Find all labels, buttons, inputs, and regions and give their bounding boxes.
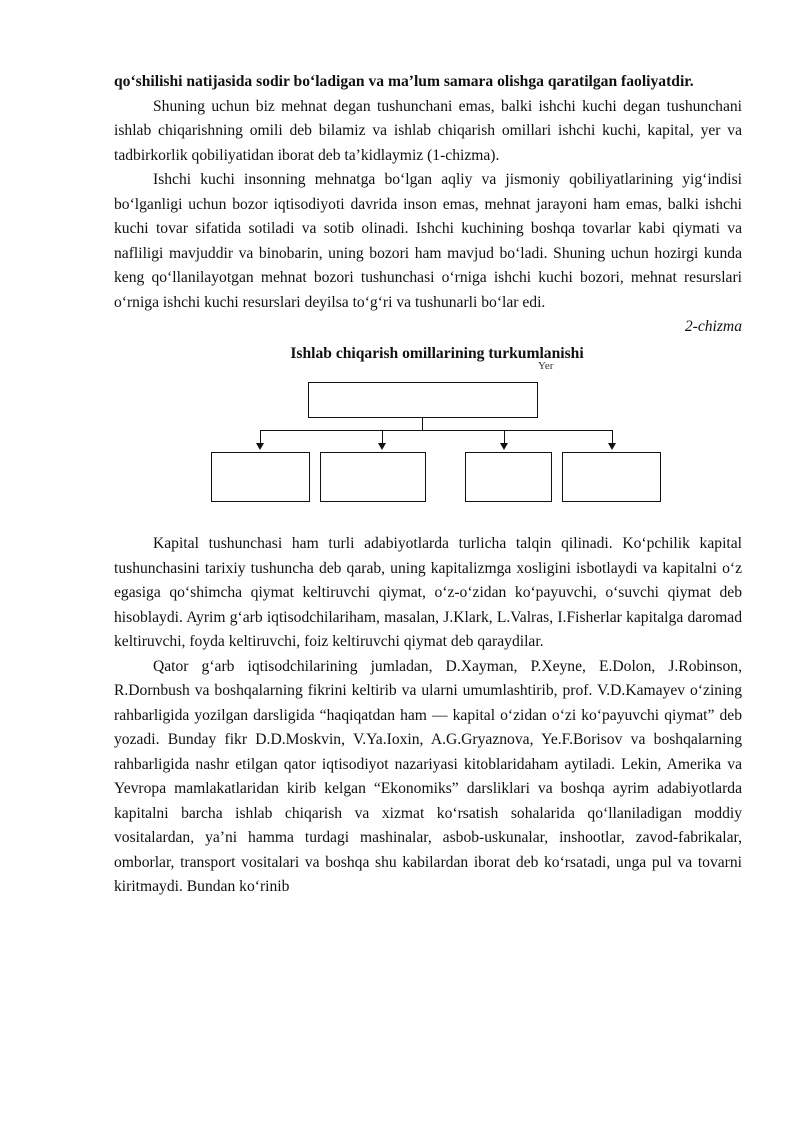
diagram-arrow-4 [608, 443, 616, 450]
figure-title: Ishlab chiqarish omillarining turkumlanishi [290, 344, 584, 362]
diagram-box-3 [465, 452, 552, 502]
diagram-box-1 [211, 452, 310, 502]
paragraph-western-economists: Qator g‘arb iqtisodchilarining jumladan, D.Xayman, P.Xeyne, E.Dolon, J.Robinson, R.Dornbush va boshqalarning fikrini keltirib va ularni umumlashtirib, prof. V.D.Kamayev o‘zining rahbarligida yozilgan darsligida “haqiqatdan ham — kapital o‘zidan o‘zi ko‘payuvchi qiymat” deb yozadi. Bunday fikr D.D.Moskvin, V.Ya.Ioxin, A.G.Gryaznova, Ye.F.Borisov va boshqalarning rahbarligida nashr etilgan qator iqtisodiyot nazariyasi kitoblaridaham aytiladi. Lekin, Amerika va Yevropa mamlakatlaridan kirib kelgan “Ekonomiks” darsliklari va boshqa ayrim adabiyotlarda kapitalni barcha ishlab chiqarish va xizmat ko‘rsatish sohalarida qo‘llaniladigan moddiy vositalardan, ya’ni hamma turdagi mashinalar, asbob-uskunalar, inshootlar, zavod-fabrikalar, omborlar, transport vositalari va boshqa shu kabilardan iborat deb ko‘rsatadi, unga pul va tovarni kiritmaydi. Bundan ko‘rinib [114, 657, 742, 895]
diagram-branch-line [260, 430, 612, 431]
intro-paragraph: qo‘shilishi natijasida sodir bo‘ladigan va ma’lum samara olishga qaratilgan faoliyatdir. [114, 73, 694, 90]
diagram-box-2 [320, 452, 426, 502]
diagram-arrow-2 [378, 443, 386, 450]
diagram-connector-4 [612, 430, 613, 444]
diagram-root-box [308, 382, 538, 418]
document-page [114, 70, 742, 900]
paragraph-factors: Shuning uchun biz mehnat degan tushunchani emas, balki ishchi kuchi degan tushunchani ishlab chiqarishning omili deb bilamiz va ishlab chiqarish omillari ishchi kuchi, kapital, yer va tadbirkorlik qobiliyatidan iborat deb ta’kidlaymiz (1-chizma). [114, 97, 742, 164]
diagram-connector-3 [504, 430, 505, 444]
diagram-arrow-3 [500, 443, 508, 450]
figure-label: 2-chizma [684, 318, 742, 335]
diagram-arrow-1 [256, 443, 264, 450]
paragraph-labor-force: Ishchi kuchi insonning mehnatga bo‘lgan aqliy va jismoniy qobiliyatlarining yig‘indisi bo‘lganligi uchun bozor iqtisodiyoti davrida inson emas, mehnat jarayoni ham emas, balki ishchi kuchi tovar sifatida sotiladi va sotib olinadi. Ishchi kuchining boshqa tovarlar kabi qiymati va nafliligi mavjuddir va binobarin, uning bozori ham mavjud bo‘ladi. Shuning uchun hozirgi kunda keng qo‘llanilayotgan mehnat bozori tushunchasi o‘rniga ishchi kuchi bozori, mehnat resurslari o‘rniga ishchi kuchi resurslari deyilsa to‘g‘ri va tushunarli bo‘lar edi. [114, 171, 742, 311]
stray-text: Yer [538, 360, 554, 372]
diagram-trunk-line [422, 417, 423, 430]
diagram-box-4 [562, 452, 661, 502]
factors-diagram [114, 378, 742, 530]
diagram-connector-1 [260, 430, 261, 444]
paragraph-capital-concept: Kapital tushunchasi ham turli adabiyotlarda turlicha talqin qilinadi. Ko‘pchilik kapital tushunchasini tarixiy tushuncha deb qarab, uning kapitalizmga xosligini isbotlaydi va kapitalni o‘z egasiga qo‘shimcha qiymat keltiruvchi qiymat, o‘z-o‘zidan ko‘payuvchi, o‘suvchi qiymat deb hisoblaydi. Ayrim g‘arb iqtisodchilariham, masalan, J.Klark, L.Valras, I.Fisherlar kapitalga daromad keltiruvchi, foyda keltiruvchi, foiz keltiruvchi qiymat deb qaraydilar. [114, 535, 742, 650]
diagram-connector-2 [382, 430, 383, 444]
